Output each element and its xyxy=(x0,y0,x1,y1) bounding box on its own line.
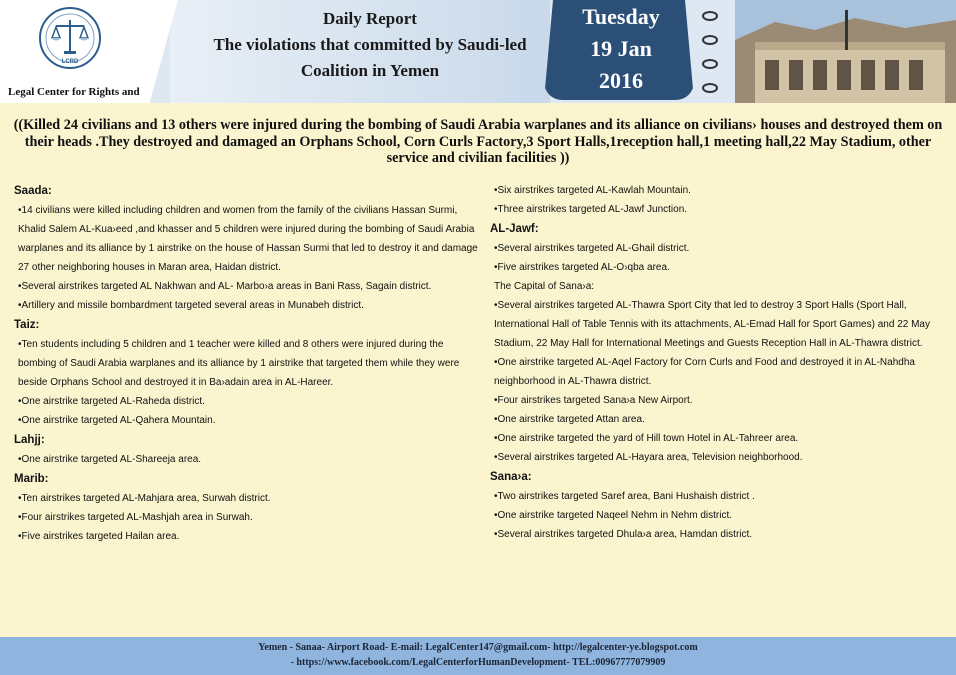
list-item: •One airstrike targeted Attan area. xyxy=(494,414,645,425)
region-heading-taiz: Taiz: xyxy=(14,319,40,331)
list-item: •Four airstrikes targeted Sana›a New Airport. xyxy=(494,395,693,406)
list-item: •Artillery and missile bombardment targeted several areas in Munabeh district. xyxy=(18,300,364,311)
list-item: •One airstrike targeted AL-Shareeja area. xyxy=(18,454,202,465)
region-heading-saada: Saada: xyxy=(14,185,52,197)
list-item: •Five airstrikes targeted Hailan area. xyxy=(18,531,180,542)
list-item: •Five airstrikes targeted AL-O›qba area. xyxy=(494,262,670,273)
list-item: •Several airstrikes targeted Dhula›a area, Hamdan district. xyxy=(494,529,753,540)
list-item: •14 civilians were killed including children and women from the family of the civilians Hassan Surmi, Khalid Salem AL-Kua›eed ,and khasser and 5 children were injured during the bombing of Saudi Arabia warplanes and its alliance by 1 airstrike on the house of Hassan Surmi that led to destroy it and damage 27 other neighboring houses in Maran area, Haidan district. xyxy=(18,205,478,273)
list-item: •One airstrike targeted AL-Raheda district. xyxy=(18,396,205,407)
report-summary: ((Killed 24 civilians and 13 others were injured during the bombing of Saudi Arabia warplanes and its alliance on civilians› houses and destroyed them on their heads .They destroyed and damaged an Orphans School, Corn Curls Factory,3 Sport Halls,1reception hall,1 meeting hall,22 May Stadium, other service and civilian facilities )) xyxy=(13,117,943,166)
list-item: •Ten students including 5 children and 1 teacher were killed and 8 others were injured during the bombing of Saudi Arabia warplanes and its alliance by 1 airstrike that targeted them while they were beside Orphans School and destroyed it in Ba›adain area in AL-Hareer. xyxy=(18,339,460,388)
list-item: •One airstrike targeted the yard of Hill town Hotel in AL-Tahreer area. xyxy=(494,433,799,444)
region-heading-lahjj: Lahjj: xyxy=(14,434,45,446)
region-heading-al-jawf: AL-Jawf: xyxy=(490,223,539,235)
list-item: •Four airstrikes targeted AL-Mashjah area in Surwah. xyxy=(18,512,253,523)
building-photo xyxy=(735,0,956,103)
report-title xyxy=(150,6,590,84)
organization-name: Legal Center for Rights and xyxy=(8,86,140,98)
list-item: •One airstrike targeted AL-Qahera Mountain. xyxy=(18,415,216,426)
binder-rings-icon xyxy=(700,10,720,96)
title-line-3: Coalition in Yemen xyxy=(300,61,440,80)
footer-contact-line-1: Yemen - Sanaa- Airport Road- E-mail: LegalCenter147@gmail.com- http://legalcenter-ye.blogspot.com xyxy=(258,642,698,653)
footer-contact-line-2: - https://www.facebook.com/LegalCenterforHumanDevelopment- TEL:00967777079909 xyxy=(290,657,666,668)
list-item: •Six airstrikes targeted AL-Kawlah Mountain. xyxy=(494,185,691,196)
title-line-1: Daily Report xyxy=(323,9,417,28)
list-item: •Several airstrikes targeted AL-Ghail district. xyxy=(494,243,690,254)
date-day: Tuesday xyxy=(582,4,660,29)
date-year: 2016 xyxy=(599,68,643,93)
region-heading-marib: Marib: xyxy=(14,473,49,485)
region-heading-sanaa: Sana›a: xyxy=(490,471,532,483)
list-item: •Several airstrikes targeted AL Nakhwan and AL- Marbo›a areas in Bani Rass, Sagain district. xyxy=(18,281,432,292)
list-item: •Several airstrikes targeted AL-Hayara area, Television neighborhood. xyxy=(494,452,803,463)
list-item: •Several airstrikes targeted AL-Thawra Sport City that led to destroy 3 Sport Halls (Sport Hall, International Hall of Table Tennis with its attachments, AL-Emad Hall for Sport Games) and 22 May Stadium, 22 May Hall for International Meetings and Guests Reception Hall in AL-Thawra district. xyxy=(494,300,930,349)
svg-text:LCRD: LCRD xyxy=(61,59,79,65)
date-day-month: 19 Jan xyxy=(590,36,652,61)
list-item: •One airstrike targeted Naqeel Nehm in Nehm district. xyxy=(494,510,733,521)
region-heading-capital-sanaa: The Capital of Sana›a: xyxy=(494,281,595,292)
list-item: •Three airstrikes targeted AL-Jawf Junction. xyxy=(494,204,688,215)
right-column xyxy=(490,181,950,544)
list-item: •Ten airstrikes targeted AL-Mahjara area, Surwah district. xyxy=(18,493,271,504)
left-column xyxy=(14,181,480,546)
title-line-2: The violations that committed by Saudi-led xyxy=(213,35,527,54)
list-item: •Two airstrikes targeted Saref area, Bani Hushaish district . xyxy=(494,491,755,502)
list-item: •One airstrike targeted AL-Aqel Factory for Corn Curls and Food and destroyed it in AL-Nahdha neighborhood in AL-Thawra district. xyxy=(494,357,915,387)
scales-of-justice-logo xyxy=(38,6,102,70)
